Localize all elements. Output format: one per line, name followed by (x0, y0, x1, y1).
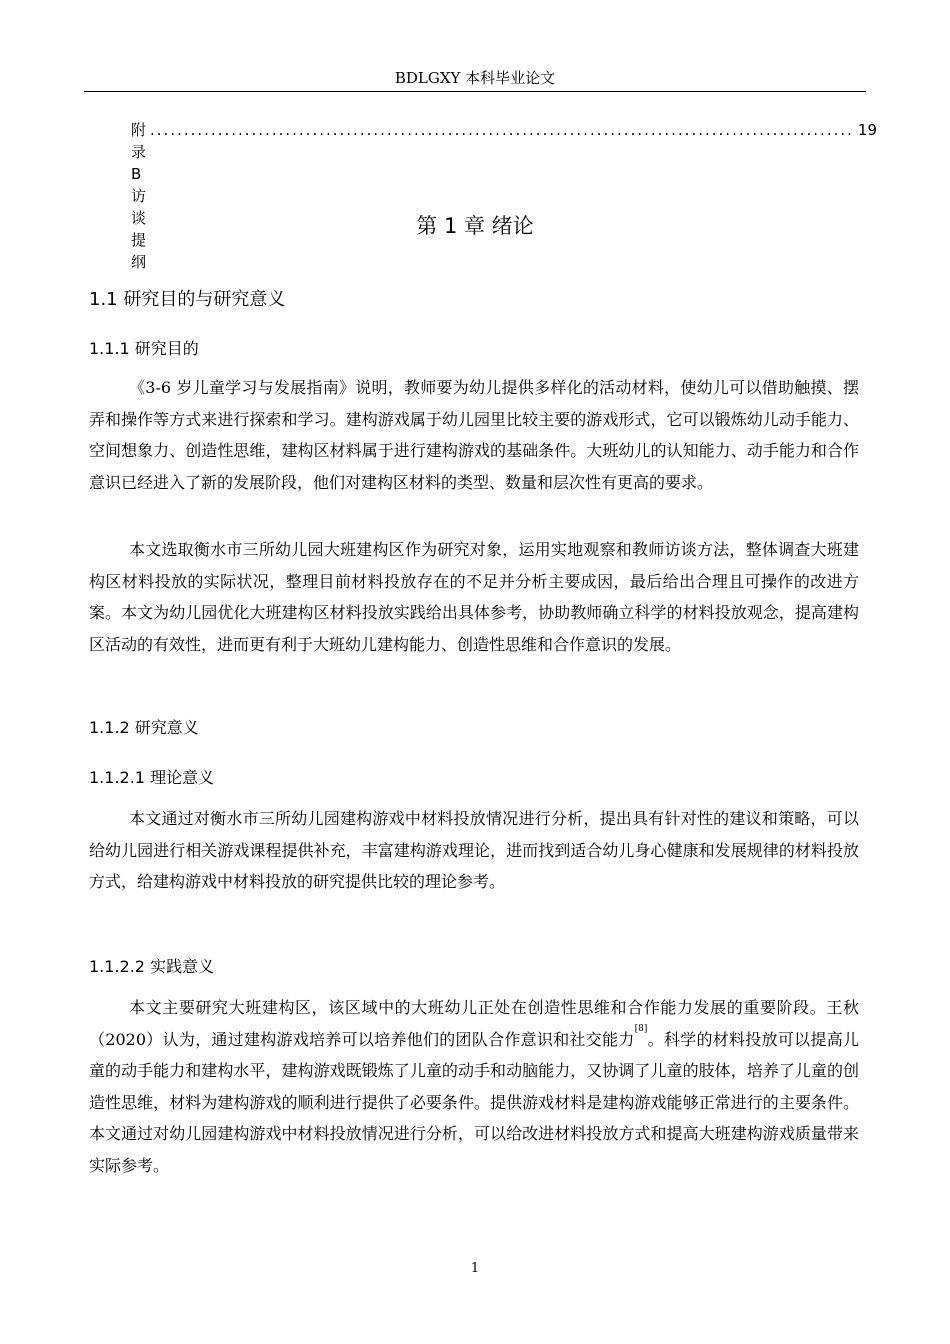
practical-text-part-2: 。科学的材料投放可以提高儿童的动手能力和建构水平，建构游戏既锻炼了儿童的动手和动脑能力，又协调了儿童的肢体，培养了儿童的创造性思维，材料为建构游戏的顺利进行提供了必要条件。提供游戏材料是建构游戏能够正常进行的主要条件。本文通过对幼儿园建构游戏中材料投放情况进行分析，可以给改进材料投放方式和提高大班建构游戏质量带来实际参考。 (89, 1029, 859, 1175)
toc-entry-page: 19 (857, 121, 877, 139)
section-heading-1-1-2: 1.1.2 研究意义 (89, 718, 199, 737)
practical-text-part-1: 本文主要研究大班建构区，该区域中的大班幼儿正处在创造性思维和合作能力发展的重要阶段。王秋（2020）认为，通过建构游戏培养可以培养他们的团队合作意识和社交能力 (89, 998, 859, 1049)
running-header: BDLGXY 本科毕业论文 (394, 69, 556, 87)
page-number: 1 (470, 1261, 480, 1276)
section-heading-1-1-2-1: 1.1.2.1 理论意义 (89, 768, 215, 787)
section-heading-1-1: 1.1 研究目的与研究意义 (89, 289, 286, 310)
toc-entry-label: 附录 B 访谈提纲 (131, 121, 147, 271)
paragraph-practical-significance (89, 992, 859, 1181)
paragraph-research-purpose-1: 《3-6 岁儿童学习与发展指南》说明，教师要为幼儿提供多样化的活动材料，使幼儿可以借助触摸、摆弄和操作等方式来进行探索和学习。建构游戏属于幼儿园里比较主要的游戏形式，它可以锻炼幼儿动手能力、空间想象力、创造性思维，建构区材料属于进行建构游戏的基础条件。大班幼儿的认知能力、动手能力和合作意识已经进入了新的发展阶段，他们对建构区材料的类型、数量和层次性有更高的要求。 (89, 378, 859, 492)
toc-dot-leader: ........................................................................................................ (150, 121, 854, 139)
paragraph-theoretical-significance: 本文通过对衡水市三所幼儿园建构游戏中材料投放情况进行分析，提出具有针对性的建议和策略，可以给幼儿园进行相关游戏课程提供补充，丰富建构游戏理论，进而找到适合幼儿身心健康和发展规律的材料投放方式，给建构游戏中材料投放的研究提供比较的理论参考。 (89, 809, 859, 891)
header-rule (84, 91, 866, 92)
chapter-title: 第 1 章 绪论 (416, 214, 534, 238)
toc-entry-appendix-b[interactable] (131, 119, 877, 273)
section-heading-1-1-2-2: 1.1.2.2 实践意义 (89, 957, 215, 976)
section-heading-1-1-1: 1.1.1 研究目的 (89, 339, 199, 358)
citation-reference[interactable]: [8] (634, 1023, 648, 1034)
paragraph-research-purpose-2: 本文选取衡水市三所幼儿园大班建构区作为研究对象，运用实地观察和教师访谈方法，整体调查大班建构区材料投放的实际状况，整理目前材料投放存在的不足并分析主要成因，最后给出合理且可操作的改进方案。本文为幼儿园优化大班建构区材料投放实践给出具体参考，协助教师确立科学的材料投放观念，提高建构区活动的有效性，进而更有利于大班幼儿建构能力、创造性思维和合作意识的发展。 (89, 540, 859, 654)
